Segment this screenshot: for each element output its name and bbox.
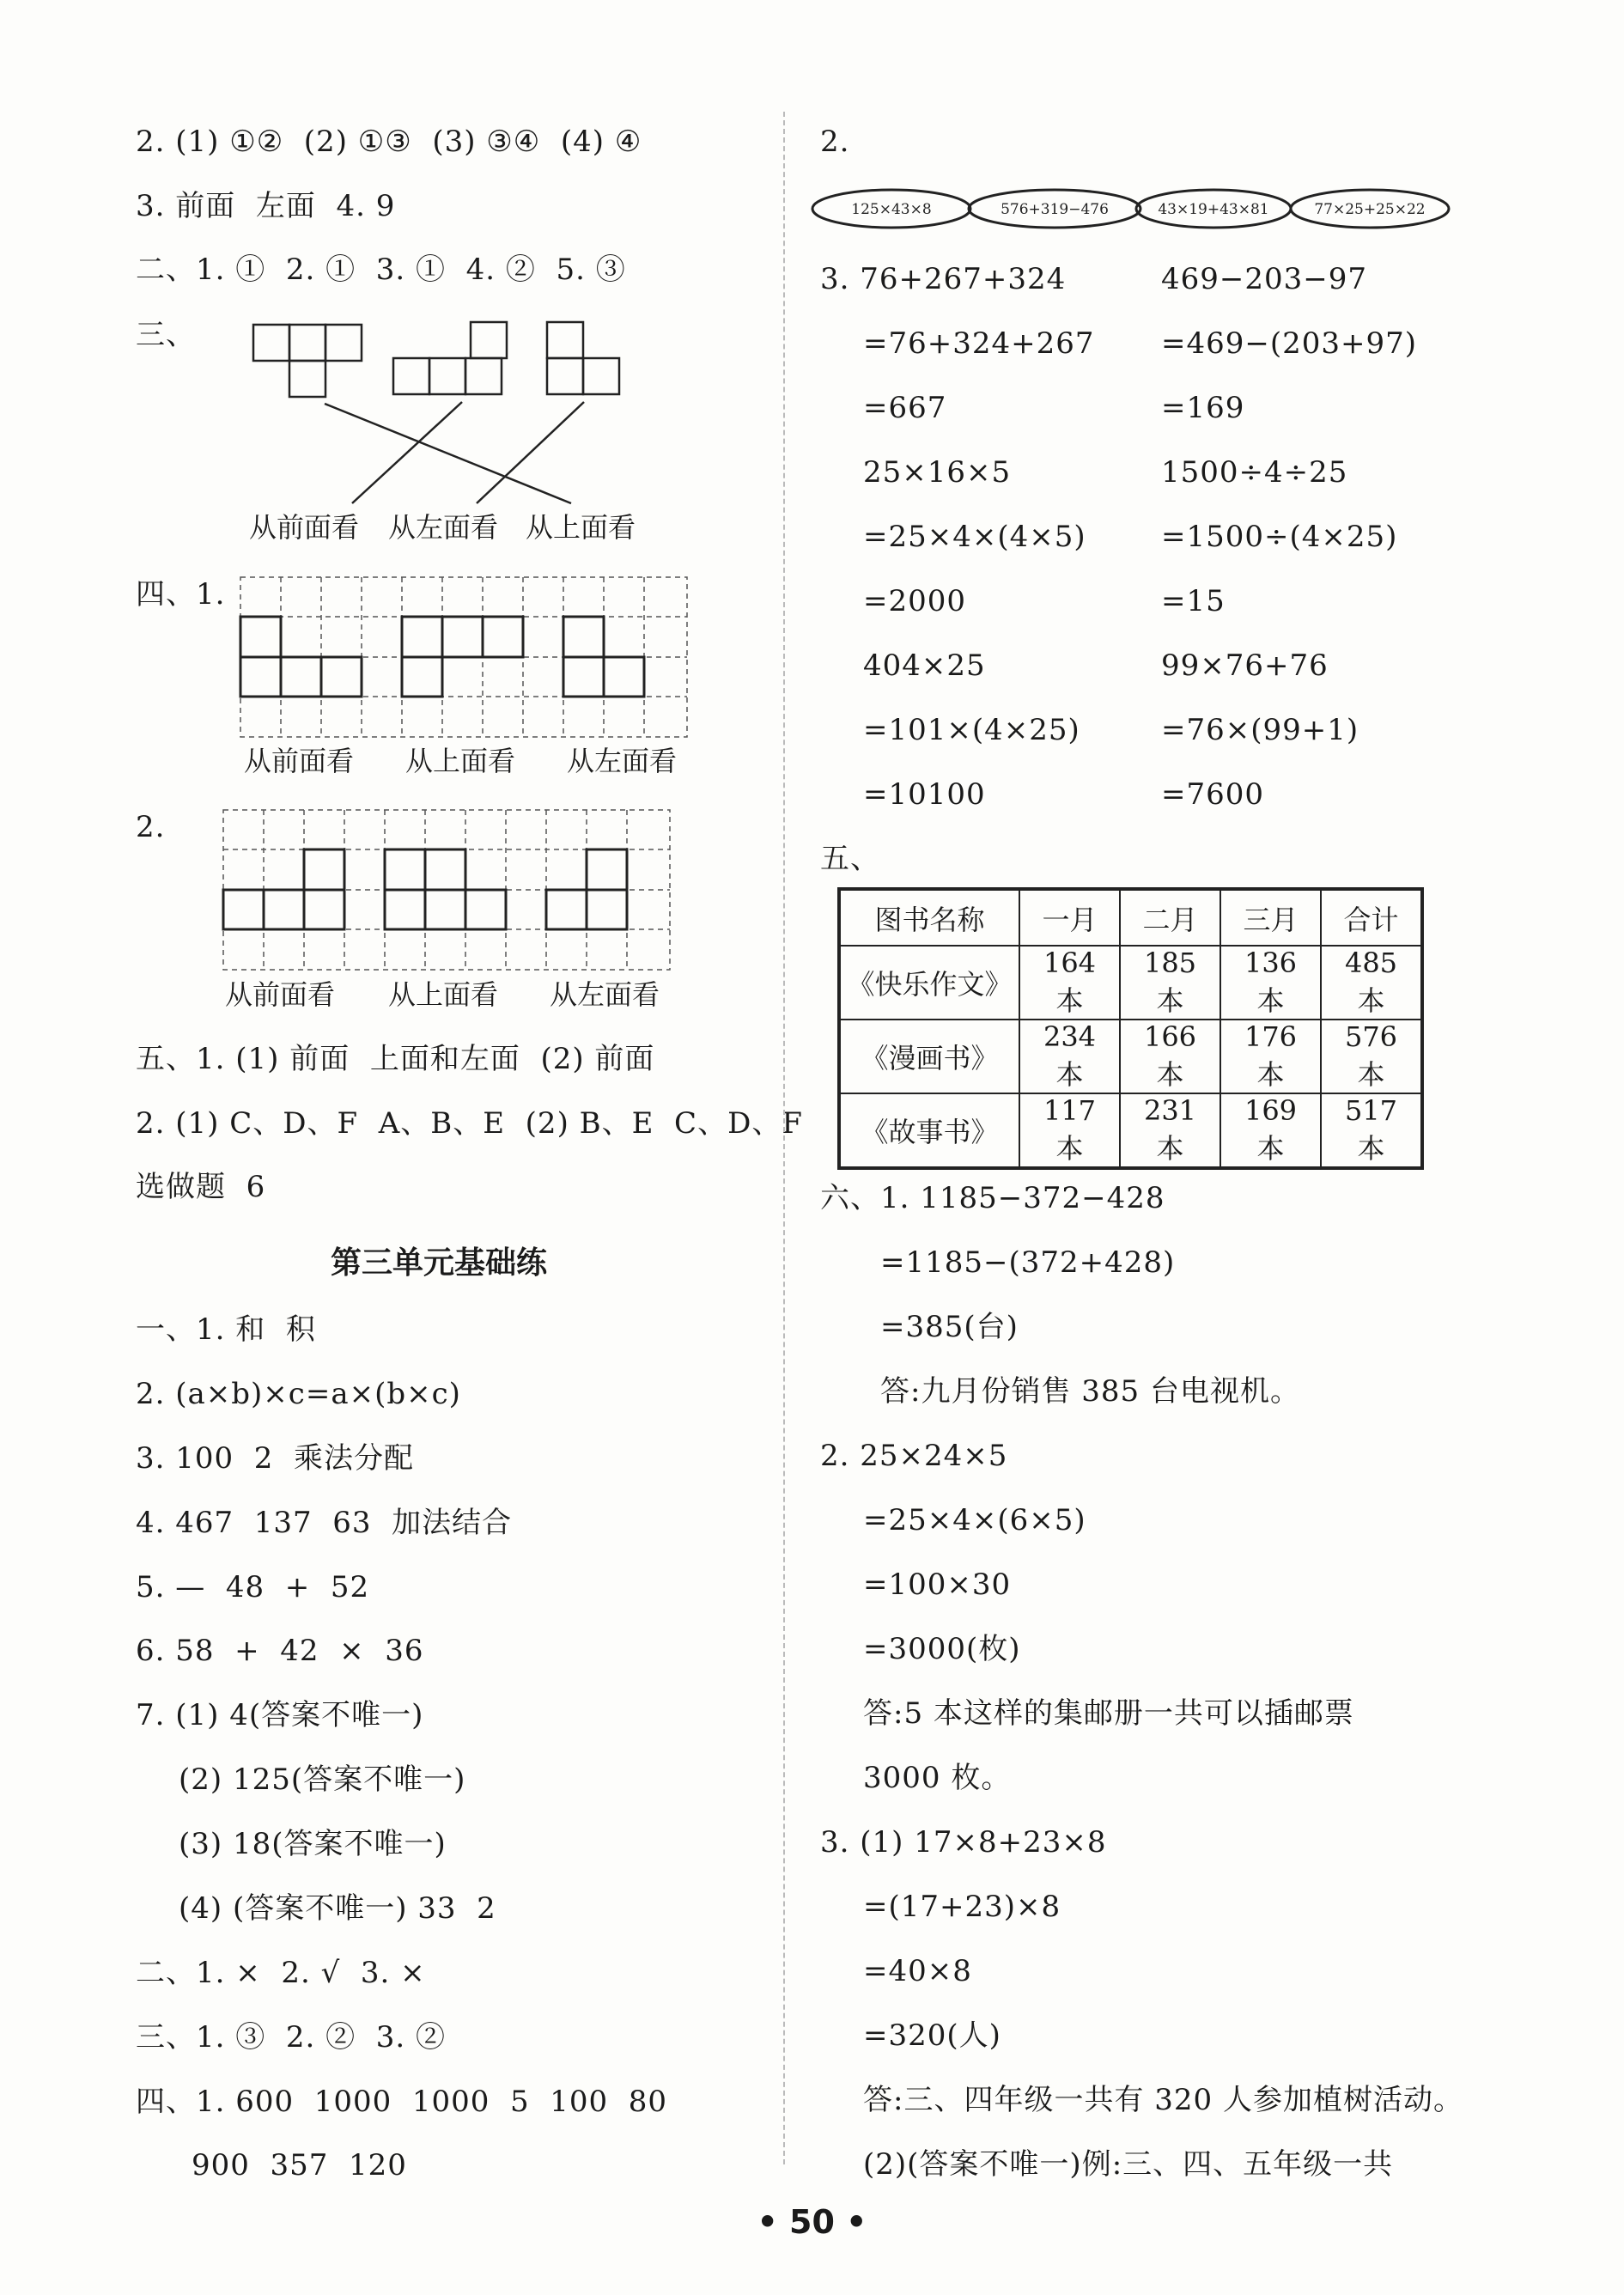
calc-line: =76×(99+1) [1161, 713, 1359, 747]
calc-line: =2000 [863, 584, 967, 618]
calc-line: =7600 [1161, 777, 1265, 812]
answer-line: 6. 58 + 42 × 36 [136, 1634, 424, 1668]
answer-line: =385(台) [880, 1310, 1019, 1344]
table-cell: 164 本 [1019, 946, 1120, 1020]
answer-line: (3) 18(答案不唯一) [179, 1827, 447, 1861]
table-row [839, 1093, 1422, 1168]
oval-expression: 125×43×8 [851, 201, 932, 218]
unit-title: 第三单元基础练 [331, 1245, 548, 1281]
answer-line: 答:5 本这样的集邮册一共可以插邮票 [863, 1696, 1354, 1731]
calc-line: =667 [863, 391, 947, 425]
table-header: 二月 [1120, 889, 1220, 946]
answer-line: 选做题 6 [136, 1170, 266, 1204]
table-cell: 485 本 [1321, 946, 1422, 1020]
grid1-label-front: 从前面看 [244, 745, 355, 777]
table-cell: 166 本 [1120, 1020, 1220, 1093]
table-cell: 185 本 [1120, 946, 1220, 1020]
table-cell: 176 本 [1220, 1020, 1321, 1093]
section-label: 五、 [820, 842, 880, 876]
calc-line: 469−203−97 [1161, 262, 1368, 296]
calc-line: 1500÷4÷25 [1161, 455, 1348, 490]
answer-line: 二、1. ① 2. ① 3. ① 4. ② 5. ③ [136, 253, 626, 287]
answer-line: =100×30 [863, 1568, 1012, 1602]
book-sales-table [837, 887, 1424, 1170]
table-header: 三月 [1220, 889, 1321, 946]
answer-line: (2)(答案不唯一)例:三、四、五年级一共 [863, 2147, 1394, 2182]
calc-line: =15 [1161, 584, 1226, 618]
calc-line: 3. 76+267+324 [820, 262, 1067, 296]
table-cell: 517 本 [1321, 1093, 1422, 1168]
answer-line: 2. 25×24×5 [820, 1439, 1008, 1473]
answer-line: (2) 125(答案不唯一) [179, 1762, 466, 1797]
answer-line: 二、1. × 2. √ 3. × [136, 1956, 426, 1990]
answer-line: 4. 467 137 63 加法结合 [136, 1506, 513, 1540]
oval-sequence [0, 0, 1624, 258]
table-header: 合计 [1321, 889, 1422, 946]
table-cell: 117 本 [1019, 1093, 1120, 1168]
oval-expression: 576+319−476 [1001, 201, 1109, 218]
answer-line: 2. (1) ①② (2) ①③ (3) ③④ (4) ④ [136, 125, 642, 159]
oval-expression: 43×19+43×81 [1158, 201, 1269, 218]
answer-line: 三、1. ③ 2. ② 3. ② [136, 2020, 446, 2055]
calc-line: =10100 [863, 777, 986, 812]
match-label-left: 从左面看 [388, 511, 499, 544]
page-number: • 50 • [757, 2203, 867, 2241]
question-label: 2. [820, 125, 850, 159]
calc-line: 99×76+76 [1161, 648, 1329, 683]
answer-line: =1185−(372+428) [880, 1245, 1176, 1280]
grid1-label-top: 从上面看 [405, 745, 516, 777]
calc-line: 25×16×5 [863, 455, 1012, 490]
table-header-row [839, 889, 1422, 946]
calc-line: =101×(4×25) [863, 713, 1080, 747]
answer-line: 2. (a×b)×c=a×(b×c) [136, 1377, 461, 1411]
grid2-label-left: 从左面看 [550, 978, 660, 1011]
table-header: 一月 [1019, 889, 1120, 946]
answer-line: 3. (1) 17×8+23×8 [820, 1825, 1107, 1860]
column-divider [783, 112, 785, 2164]
table-cell: 《快乐作文》 [839, 946, 1019, 1020]
answer-line: 答:九月份销售 385 台电视机。 [880, 1374, 1300, 1409]
match-label-top: 从上面看 [526, 511, 636, 544]
answer-line: 六、1. 1185−372−428 [820, 1181, 1165, 1215]
calc-line: =169 [1161, 391, 1245, 425]
answer-line: (4) (答案不唯一) 33 2 [179, 1891, 496, 1926]
answer-line: 3. 前面 左面 4. 9 [136, 189, 396, 223]
table-cell: 234 本 [1019, 1020, 1120, 1093]
grid2-label-top: 从上面看 [388, 978, 499, 1011]
table-cell: 《漫画书》 [839, 1020, 1019, 1093]
table-cell: 《故事书》 [839, 1093, 1019, 1168]
answer-line: =320(人) [863, 2018, 1001, 2053]
answer-line: 900 357 120 [192, 2148, 407, 2182]
answer-line: =40×8 [863, 1954, 972, 1988]
answer-line: 3. 100 2 乘法分配 [136, 1441, 415, 1476]
calc-line: =76+324+267 [863, 326, 1095, 361]
answer-line: =(17+23)×8 [863, 1890, 1061, 1924]
answer-line: 2. (1) C、D、F A、B、E (2) B、E C、D、F [136, 1106, 803, 1141]
answer-line: 3000 枚。 [863, 1761, 1012, 1795]
match-label-front: 从前面看 [249, 511, 360, 544]
table-row [839, 946, 1422, 1020]
answer-line: 四、1. 600 1000 1000 5 100 80 [136, 2085, 668, 2119]
answer-line: 三、 [136, 318, 196, 352]
table-header: 图书名称 [839, 889, 1019, 946]
answer-line: 答:三、四年级一共有 320 人参加植树活动。 [863, 2083, 1463, 2117]
calc-line: =25×4×(4×5) [863, 520, 1086, 554]
answer-line: 5. — 48 + 52 [136, 1570, 370, 1604]
table-cell: 576 本 [1321, 1020, 1422, 1093]
answer-line: 四、1. [136, 577, 226, 612]
answer-line: =25×4×(6×5) [863, 1503, 1086, 1537]
grid1-label-left: 从左面看 [567, 745, 678, 777]
table-cell: 231 本 [1120, 1093, 1220, 1168]
answer-line: 一、1. 和 积 [136, 1312, 316, 1347]
answer-line: 五、1. (1) 前面 上面和左面 (2) 前面 [136, 1042, 655, 1076]
table-cell: 136 本 [1220, 946, 1321, 1020]
calc-line: =469−(203+97) [1161, 326, 1418, 361]
answer-line: 2. [136, 810, 166, 844]
oval-expression: 77×25+25×22 [1314, 201, 1426, 218]
grid2-label-front: 从前面看 [225, 978, 336, 1011]
calc-line: =1500÷(4×25) [1161, 520, 1398, 554]
calc-line: 404×25 [863, 648, 986, 683]
table-cell: 169 本 [1220, 1093, 1321, 1168]
answer-line: 7. (1) 4(答案不唯一) [136, 1698, 424, 1732]
table-row [839, 1020, 1422, 1093]
answer-line: =3000(枚) [863, 1632, 1021, 1666]
